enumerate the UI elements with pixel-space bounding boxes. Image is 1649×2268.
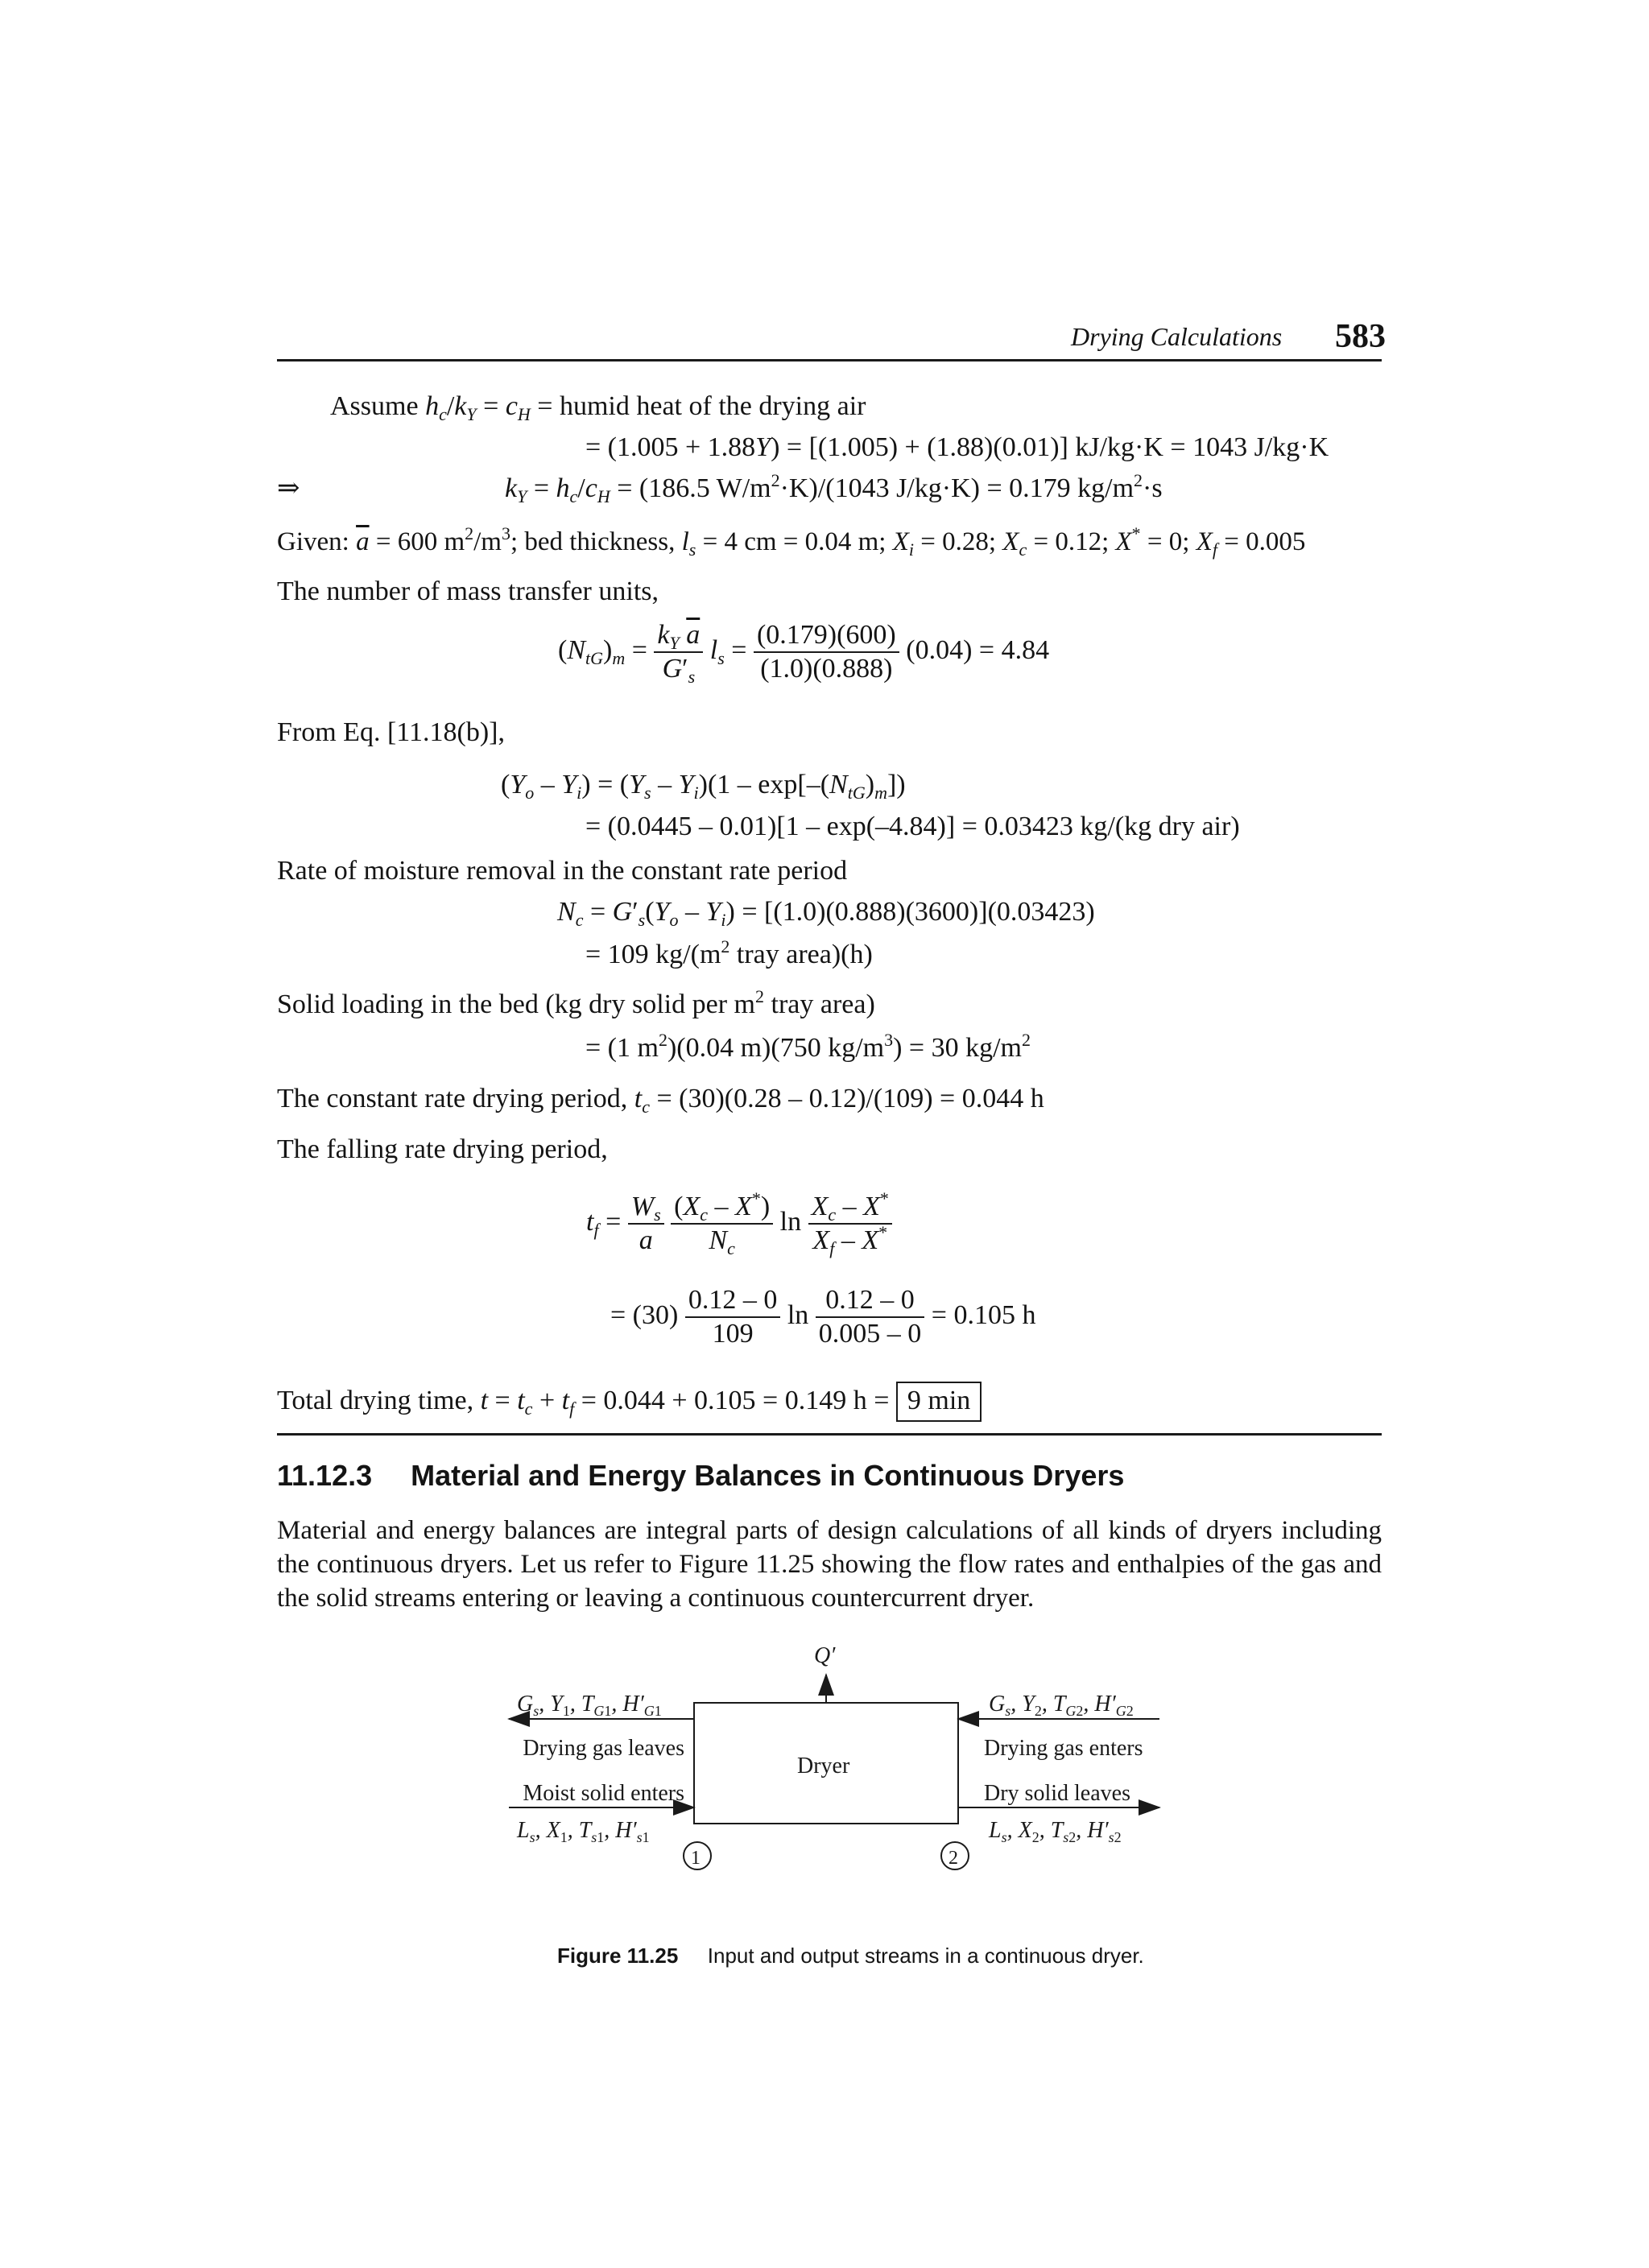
left-top-text: Drying gas leaves <box>523 1736 684 1761</box>
section-title: Material and Energy Balances in Continuous Dryers <box>411 1459 1125 1492</box>
end-label-1: 1 <box>691 1848 701 1869</box>
dryer-figure <box>0 1626 1649 1989</box>
tf-numeric: = (30) $\frac{0.12 - 0}{109}$ ln $\frac{0.12 - 0}{0.005 - 0}$ = 0.105 h <box>610 1285 1036 1349</box>
header-rule <box>277 359 1382 361</box>
tf-equation: $t_f$ = $\frac{W_s}{a}$ $\frac{(X_c - X^*)}{N_c}$ ln $\frac{X_c - X^*}{X_f - X^*}$ <box>586 1190 892 1257</box>
left-bottom-text: Moist solid enters <box>523 1781 684 1806</box>
dryer-label: Dryer <box>797 1754 850 1778</box>
nc-value: = 109 $kg/(m^2$ tray area)(h) <box>585 936 873 969</box>
yo-equation: $(Y_o - Y_i) = (Y_s - Y_i)(1 - \exp[-(N_{tG})_m])$ <box>501 770 906 803</box>
caption-text: Input and output streams in a continuous dryer. <box>707 1944 1144 1968</box>
from-eq: From Eq. [11.18(b)], <box>277 717 505 747</box>
total-boxed-answer: 9 min <box>896 1382 982 1422</box>
solid-value: = (1 $m^2)(0.04$ m)(750 $kg/m^3) = 30$ $kg/m^2$ <box>585 1030 1031 1063</box>
left-top-vars: $G_s$, $Y_1$, $T_G1$, $H'_G1$ <box>517 1692 662 1719</box>
humid-heat-line: = (1.005 + 1.88Y) = [(1.005) + (1.88)(0.01)] kJ/kg·K = 1043 J/kg·K <box>585 432 1329 462</box>
figure-caption <box>557 1944 1144 1968</box>
ntu-intro: The number of mass transfer units, <box>277 576 659 606</box>
right-top-vars: $G_s$, $Y_2$, $T_G2$, $H'_G2$ <box>989 1692 1134 1719</box>
yo-value: = (0.0445 – 0.01)[1 – exp(–4.84)] = 0.03423 kg/(kg dry air) <box>585 812 1240 841</box>
caption-label: Figure 11.25 <box>557 1944 679 1968</box>
section-paragraph: Material and energy balances are integral parts of design calculations of all kinds of dryers including the continuous dryers. Let us refer to Figure 11.25 showing the flow rates and enthalpies of the gas and the solid streams entering or leaving a continuous countercurrent dryer. <box>277 1516 1382 1613</box>
q-label: Q′ <box>814 1643 836 1668</box>
right-bottom-text: Dry solid leaves <box>984 1781 1130 1806</box>
section-number: 11.12.3 <box>277 1459 373 1492</box>
right-bottom-vars: $L_s$, $X_2$, $T_s2$, $H'_s2$ <box>989 1818 1122 1845</box>
assume-line: Assume $h_c/k_Y = c_H$ = humid heat of the drying air <box>330 391 866 424</box>
section-heading <box>277 1459 1124 1493</box>
constant-period: The constant rate drying period, $t_c = (30)(0.28 - 0.12)/(109) = 0.044$ h <box>277 1084 1044 1117</box>
solid-intro: Solid loading in the bed (kg dry solid per $m^2$ tray area) <box>277 986 875 1019</box>
page-number: 583 <box>1335 318 1386 355</box>
left-bottom-vars: $L_s$, $X_1$, $T_s1$, $H'_s1$ <box>517 1818 650 1845</box>
ntu-equation: $(N_{tG})_m$ = $\frac{k_Y \overline{a}}{G'_s}$ $l_s$ = $\frac{(0.179)(600)}{(1.0)(0.888)}$ (0.04) = 4.84 <box>558 620 1050 688</box>
total-time: Total drying time, $t = t_c + t_f = 0.044 + 0.105 = 0.149$ h = 9 min <box>277 1382 982 1422</box>
right-top-text: Drying gas enters <box>984 1736 1143 1761</box>
nc-equation: $N_c = G'_s(Y_o - Y_i) = [(1.0)(0.888)(3600)](0.03423)$ <box>557 897 1095 930</box>
running-title: Drying Calculations <box>1071 322 1283 351</box>
end-label-2: 2 <box>948 1848 958 1869</box>
ky-line: $k_Y = h_c/c_H = (186.5$ $W/m^2\cdot K)/(1043$ J/kg·K) = 0.179 $kg/m^2\cdot s$ <box>505 470 1163 506</box>
given-line: Given: $\overline{a} = 600$ $m^2/m^3$; bed thickness, $l_s = 4$ cm = 0.04 m; $X_i = 0.28$; $X_c = 0.12$; X* = 0; $X_f = 0.005$ <box>277 523 1306 560</box>
rate-intro: Rate of moisture removal in the constant rate period <box>277 856 848 886</box>
section-rule <box>277 1433 1382 1436</box>
falling-intro: The falling rate drying period, <box>277 1134 608 1164</box>
implies-symbol: ⇒ <box>277 473 300 503</box>
